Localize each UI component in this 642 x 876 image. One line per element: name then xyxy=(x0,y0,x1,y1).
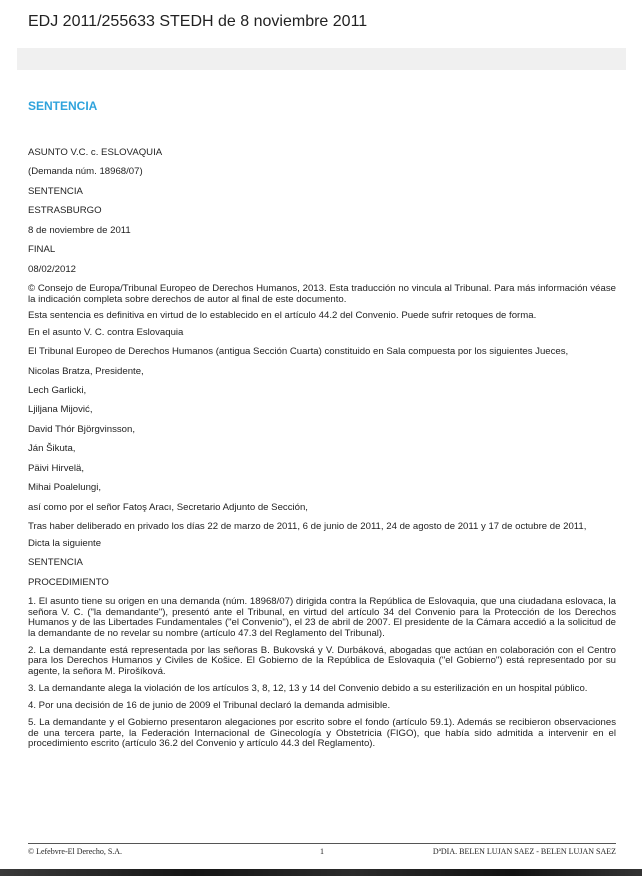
application-number: (Demanda núm. 18968/07) xyxy=(28,166,143,178)
section-heading: SENTENCIA xyxy=(28,99,98,113)
court-composition: El Tribunal Europeo de Derechos Humanos (antigua Sección Cuarta) constituido en Sala compuesta por los siguientes Jueces, xyxy=(28,346,569,358)
footer-user: DªDIA. BELEN LUJAN SAEZ - BELEN LUJAN SAEZ xyxy=(432,847,616,856)
judge-item: David Thór Björgvinsson, xyxy=(28,423,136,435)
sentencia-label: SENTENCIA xyxy=(28,557,83,569)
document-title: EDJ 2011/255633 STEDH de 8 noviembre 2011 xyxy=(28,13,368,30)
registrar-line: así como por el señor Fatoş Aracı, Secretario Adjunto de Sección, xyxy=(28,501,308,513)
judgment-label: SENTENCIA xyxy=(28,185,83,197)
bottom-edge-strip xyxy=(0,869,642,876)
case-title: ASUNTO V.C. c. ESLOVAQUIA xyxy=(28,147,163,158)
judge-item: Päivi Hirvelä, xyxy=(28,462,84,474)
judge-item: Ján Šikuta, xyxy=(28,443,76,455)
paragraph: 1. El asunto tiene su origen en una demanda (núm. 18968/07) dirigida contra la República de Eslovaquia, que una ciudadana eslovaca, la señora V. C. ("la demandante"), presentó ante el Tribunal, en virtud del artículo 34 del Convenio para la Protección de los Derechos Humanos y de las Libertades Fundamentales ("el Convenio"), el 23 de abril de 2007. El presidente de la Cámara accedió a la solicitud de la demandante de no revelar su nombre (artículo 47.3 del Reglamento del Tribunal). xyxy=(28,596,616,639)
case-intro: En el asunto V. C. contra Eslovaquia xyxy=(28,326,184,338)
copyright-notice: © Consejo de Europa/Tribunal Europeo de Derechos Humanos, 2013. Esta traducción no vincula al Tribunal. Para más información véase la indicación completa sobre derechos de autor al final de este documento. xyxy=(28,283,616,305)
procedimiento-label: PROCEDIMIENTO xyxy=(28,576,109,588)
judge-item: Nicolas Bratza, Presidente, xyxy=(28,365,144,377)
footer-publisher: © Lefebvre-El Derecho, S.A. xyxy=(28,847,123,856)
header-band xyxy=(17,48,626,70)
footer-divider xyxy=(28,843,616,844)
paragraph: 3. La demandante alega la violación de los artículos 3, 8, 12, 13 y 14 del Convenio debido a su esterilización en un hospital público. xyxy=(28,683,588,695)
judge-item: Mihai Poalelungi, xyxy=(28,482,102,494)
paragraph: 2. La demandante está representada por las señoras B. Bukovská y V. Durbáková, abogadas que actúan en colaboración con el Centro para los Derechos Humanos y Civiles de Košice. El Gobierno de la República de Eslovaquia ("el Gobierno") está representado por su agente, la señora M. Pirošíková. xyxy=(28,644,616,678)
dicta-line: Dicta la siguiente xyxy=(28,537,102,549)
paragraph: 5. La demandante y el Gobierno presentaron alegaciones por escrito sobre el fondo (artículo 59.1). Además se recibieron observaciones de una tercera parte, la Federación Internacional de Ginecología y Obstetricia (FIGO), que había sido admitida a intervenir en el procedimiento escrito (artículo 36.2 del Convenio y artículo 44.3 del Reglamento). xyxy=(28,717,616,750)
deliberation-line: Tras haber deliberado en privado los días 22 de marzo de 2011, 6 de junio de 2011, 24 de agosto de 2011 y 17 de octubre de 2011, xyxy=(28,521,587,533)
judge-item: Ljiljana Mijović, xyxy=(28,404,93,416)
document-body xyxy=(28,148,616,756)
place: ESTRASBURGO xyxy=(28,205,102,217)
judge-item: Lech Garlicki, xyxy=(28,385,87,396)
paragraph: 4. Por una decisión de 16 de junio de 2009 el Tribunal declaró la demanda admisible. xyxy=(28,700,391,712)
final-date: 08/02/2012 xyxy=(28,263,77,275)
final-label: FINAL xyxy=(28,244,56,256)
footer-page-number: 1 xyxy=(320,847,324,856)
definitive-notice: Esta sentencia es definitiva en virtud de lo establecido en el artículo 44.2 del Convenio. Puede sufrir retoques de forma. xyxy=(28,310,537,322)
judgment-date: 8 de noviembre de 2011 xyxy=(28,224,131,236)
